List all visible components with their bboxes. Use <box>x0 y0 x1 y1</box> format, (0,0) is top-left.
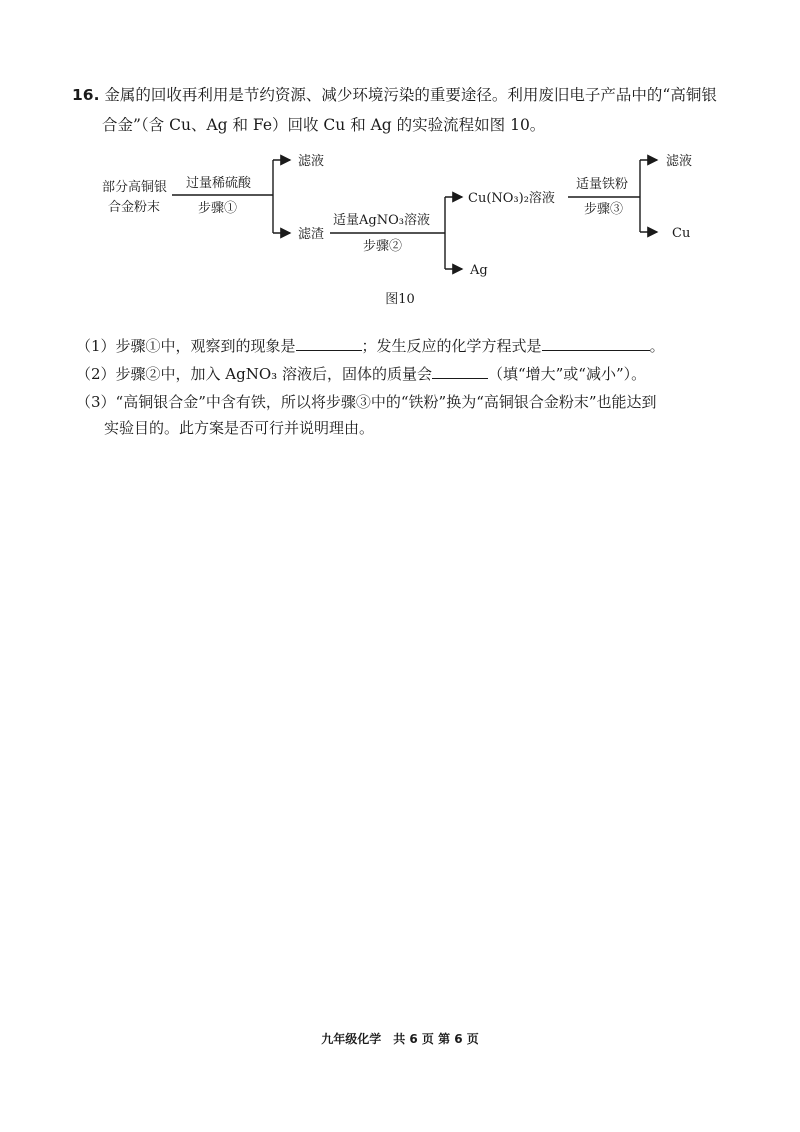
question-number: 16. <box>72 86 100 104</box>
answer-blank-1b[interactable] <box>542 334 650 351</box>
subquestion-1-part1: （1）步骤①中，观察到的现象是 <box>76 337 296 355</box>
subquestion-2-part1: （2）步骤②中，加入 AgNO₃ 溶液后，固体的质量会 <box>76 365 432 383</box>
start-material-line1: 部分高铜银 <box>102 180 168 195</box>
answer-blank-2[interactable] <box>432 362 488 379</box>
residue-label: 滤渣 <box>298 227 325 242</box>
subquestion-1-part2: ；发生反应的化学方程式是 <box>361 337 542 355</box>
subquestion-2-end: （填“增大”或“减小”）。 <box>487 365 647 383</box>
answer-blank-1a[interactable] <box>296 334 362 351</box>
cu-nitrate-solution-label: Cu(NO₃)₂溶液 <box>468 191 555 206</box>
figure-caption: 图10 <box>385 292 415 307</box>
subquestion-3-line1: （3）“高铜银合金”中含有铁，所以将步骤③中的“铁粉”换为“高铜银合金粉末”也能达到 <box>76 393 657 411</box>
filtrate2-label: 滤液 <box>666 154 693 169</box>
filtrate1-label: 滤液 <box>298 154 325 169</box>
ag-label: Ag <box>470 263 488 278</box>
cu-label: Cu <box>672 226 691 241</box>
step3-reagent: 适量铁粉 <box>576 177 629 192</box>
subquestion-3-line2: 实验目的。此方案是否可行并说明理由。 <box>104 419 375 437</box>
page-footer: 九年级化学 共 6 页 第 6 页 <box>321 1032 479 1046</box>
question-16-text <box>72 80 732 110</box>
question-line-2: 合金”（含 Cu、Ag 和 Fe）回收 Cu 和 Ag 的实验流程如图 10。 <box>102 116 546 134</box>
step2-reagent: 适量AgNO₃溶液 <box>333 213 430 228</box>
step2-label: 步骤② <box>363 239 403 254</box>
subquestion-1-end: 。 <box>649 337 665 355</box>
start-material-line2: 合金粉末 <box>108 200 161 215</box>
subquestion-2 <box>76 361 646 387</box>
step3-label: 步骤③ <box>584 202 624 217</box>
step1-label: 步骤① <box>198 201 238 216</box>
question-line-1: 金属的回收再利用是节约资源、减少环境污染的重要途径。利用废旧电子产品中的“高铜银 <box>104 86 717 104</box>
step1-reagent: 过量稀硫酸 <box>186 176 252 191</box>
subquestion-1 <box>76 333 665 359</box>
